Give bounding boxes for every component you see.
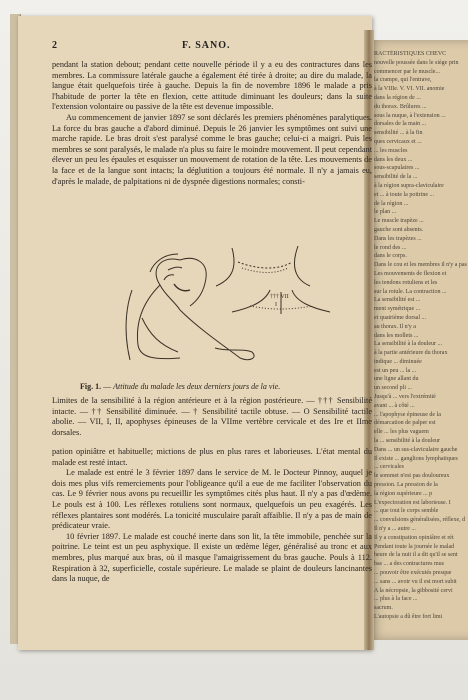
right-page-line: Il y a constipation opiniâtre et rét bbox=[374, 534, 454, 541]
right-page-line: Dans les trapèzes ... bbox=[374, 235, 422, 242]
right-page-line: L'autopsie a dû être fort limi bbox=[374, 614, 443, 620]
right-page-line: heure de la nuit il a dit qu'il se sent bbox=[374, 552, 458, 559]
page-header bbox=[52, 40, 332, 52]
right-page-line: dans les deux ... bbox=[374, 156, 413, 163]
right-page-line: ... les muscles bbox=[374, 147, 408, 154]
right-page-line: ... sans ... avoir vu il est mort subit bbox=[374, 578, 457, 585]
right-page-line: Pendant toute la journée le malad bbox=[374, 543, 455, 550]
right-page-line: indique ... diminuée bbox=[374, 358, 422, 365]
right-page-line: ment symétrique ... bbox=[374, 306, 421, 313]
right-page-line: et ... à toute la poitrine ... bbox=[374, 191, 434, 198]
right-page-line: à la partie antérieure du thorax bbox=[374, 350, 448, 357]
right-page-line: ... pouvoir être exécutés presque bbox=[374, 570, 452, 577]
figure-title: Attitude du malade les deux derniers jours de la vie. bbox=[113, 382, 281, 391]
right-page-line: dans le corps. bbox=[374, 253, 407, 260]
right-page-line: Le muscle trapèze ... bbox=[374, 218, 424, 225]
right-page-line: sensibilité de la ... bbox=[374, 174, 418, 181]
right-page-line: nouvelle poussée dans le siège prin bbox=[374, 59, 459, 66]
right-page-line: dans la région de ... bbox=[374, 94, 421, 101]
right-page-line: Il existe ... ganglions lymphatiques bbox=[374, 455, 458, 462]
right-page-line: dorsales de la main ... bbox=[374, 121, 427, 128]
mark-vii-label: VII bbox=[280, 294, 289, 300]
right-page-line: à la région supra-claviculaire bbox=[374, 182, 444, 189]
right-page-line: commencer par le muscle... bbox=[374, 68, 440, 75]
right-page-line: de la région ... bbox=[374, 200, 409, 207]
right-page-line: le sommet n'est pas douloureux bbox=[374, 473, 450, 480]
right-page-line: Il n'y a ... autre ... bbox=[374, 526, 416, 533]
top-text bbox=[52, 60, 372, 187]
right-page-line: elle ... les plus vaguem bbox=[374, 429, 429, 436]
right-page-line: sous la nuque, à l'extension ... bbox=[374, 112, 446, 119]
right-page-line: bas ... a des contractures mus bbox=[374, 561, 444, 568]
right-page-line: dans les mollets ... bbox=[374, 332, 419, 339]
bottom-text bbox=[52, 447, 372, 585]
right-page-line: démarcation de palper est bbox=[374, 420, 436, 427]
right-page-line: L'expectoration est laborieuse. I bbox=[374, 499, 451, 506]
right-page-line: le plan ... bbox=[374, 209, 397, 216]
right-page-line: la crampe, qui l'entrave, bbox=[374, 77, 432, 84]
paragraph: pendant la station debout; pendant cette nouvelle période il y a eu des contractures dans les membres. La commissure latérale gauche a également été tirée à droite; au dire du malade, la langue était quelquefois tirée à gauche. Depuis la fin de novembre 1896 le malade a pris l'habitude de porter la tête en flexion, cette attitude diminuant les douleurs; dans la suite l'extension volontaire ou passive de la tête est devenue impossible. bbox=[52, 60, 372, 112]
right-page-line: du thorax. Brûlures ... bbox=[374, 103, 427, 110]
right-page-line: ... cervicales bbox=[374, 464, 404, 471]
right-page-line: sur la rotule. La contraction ... bbox=[374, 288, 447, 295]
right-page-line: une ligne allant du bbox=[374, 376, 419, 383]
right-page-line: Jusqu'à ... vers l'extrémité bbox=[374, 394, 436, 401]
figure-label: Fig. 1. bbox=[80, 382, 102, 391]
figure-legend bbox=[52, 396, 372, 438]
page-number: 2 bbox=[52, 40, 57, 51]
right-page-line: La sensibilité à la douleur ... bbox=[374, 341, 442, 348]
right-page-line: Dans ... un sus-claviculaire gauche bbox=[374, 446, 458, 453]
vertebra-mark-vii: ††† VII bbox=[270, 294, 289, 300]
right-page-line: ... convulsions généralisées, réflexe, d bbox=[374, 517, 466, 524]
figure-caption: Fig. 1. — Attitude du malade les deux derniers jours de la vie. bbox=[80, 382, 281, 391]
right-page-line: ... que tout le corps semble bbox=[374, 508, 439, 515]
right-page-line: avant ... à côté ... bbox=[374, 402, 415, 409]
paragraph: Au commencement de janvier 1897 se sont déclarés les premiers phénomènes paralytiques. La force du bras gauche a d'abord diminué. Depuis le 26 janvier les symptômes ont suivi une marche rapide. Le bras droit s'est paralysé comme le bras gauche; celui-ci a maigri. Puis les membres se sont paralysés, le malade n'a plus su faire le moindre mouvement. Il peut cependant élever un peu les épaules et esquisser un mouvement de rotation de la tête. Les mouvements de la face et de la langue sont intacts; la déglutition a toujours été normale. Il n'y a jamais eu, d'après le malade, de palpitations ni de dyspnée digestions normales; consti- bbox=[52, 112, 372, 186]
right-page-line: pression. La pression de la bbox=[374, 482, 438, 489]
right-page-line: sacrum. bbox=[374, 605, 393, 612]
right-page-line: la région supérieure ... p bbox=[374, 490, 433, 497]
legend-text: Limites de la sensibilité à la région antérieure et à la région postérieure. — ††† Sensibilité intacte. — †† Sensibilité diminuée. — † Sensibilité tactile obtuse. — O Sensibilité tactile abolie. — VII, I, II, apophyses épineuses de la VIIme vertèbre cervicale et des Ire et IIme dorsales. bbox=[52, 396, 372, 437]
right-page-text bbox=[374, 50, 468, 622]
paragraph: 10 février 1897. Le malade est couché inerte dans son lit, la tête immobile, penchée sur la poitrine. Le teint est un peu asphyxique. Il existe un œdème léger, généralisé au tronc et aux membres, plus marqué aux bras, où il masque l'amaigrissement du bras gauche. Pouls à 112. Respiration à 32, superficielle, costale supérieure. Le malade se plaint de douleurs lancinantes dans la nuque, de bbox=[52, 531, 372, 584]
right-page-line: La sensibilité est ... bbox=[374, 297, 421, 304]
right-page-line: au thorax. Il n'y a bbox=[374, 323, 416, 330]
paragraph: pation opiniâtre et habituelle; mictions de plus en plus rares et laborieuses. L'état mental du malade est resté intact. bbox=[52, 447, 372, 467]
right-page-line: les tendons rotuliens et les bbox=[374, 279, 438, 286]
right-page-line: gauche sont absents. bbox=[374, 226, 424, 233]
vertebra-mark-i: I bbox=[275, 302, 277, 308]
right-page-line: à la VIIIe. V. VI. VII. anomie bbox=[374, 86, 445, 93]
right-page-line: ... l'apophyse épineuse de la bbox=[374, 411, 441, 418]
paragraph: Le malade est entré le 3 février 1897 dans le service de M. le Docteur Pinnoy, auquel je dois mes plus vifs remerciements pour l'obligeance qu'il a eue de me faciliter l'observation du cas. Le 9 février nous avons pu recueillir les symptômes cités plus haut. Il n'y a pas d'œdème. Le pouls est à 100. Les réflexes rotuliens sont normaux, quelquefois un peu exagérés. Les réflexes plantaires sont modérés. La tonicité musculaire paraît affaiblie. Il n'y a pas de main de prédicateur vraie. bbox=[52, 468, 372, 531]
right-page-line: Dans le cou et les membres il n'y a pas bbox=[374, 262, 467, 269]
right-page-line: sous-scapulaires ... bbox=[374, 165, 420, 172]
right-page-line: est un peu ... la ... bbox=[374, 367, 417, 374]
right-page-line: ques cervicaux et ... bbox=[374, 138, 422, 145]
running-head: F. SANO. bbox=[182, 40, 231, 51]
right-page-line: le rond des ... bbox=[374, 244, 407, 251]
right-page-line: Les mouvements de flexion et bbox=[374, 270, 447, 277]
right-page-line: A la nécropsie, la gibbosité cervi bbox=[374, 587, 453, 594]
right-page-line: un second pli ... bbox=[374, 385, 412, 392]
figure-illustration bbox=[120, 240, 360, 380]
right-page-line: et quatrième dorsal ... bbox=[374, 314, 426, 321]
right-page-line: RACTÉRISTIQUES CHEVC bbox=[374, 51, 447, 57]
right-page-line: la ... sensibilité à la douleur bbox=[374, 438, 440, 445]
right-page-line: sensibilité ... à la fin bbox=[374, 130, 423, 137]
right-page-line: ... plus à la face ... bbox=[374, 596, 418, 603]
